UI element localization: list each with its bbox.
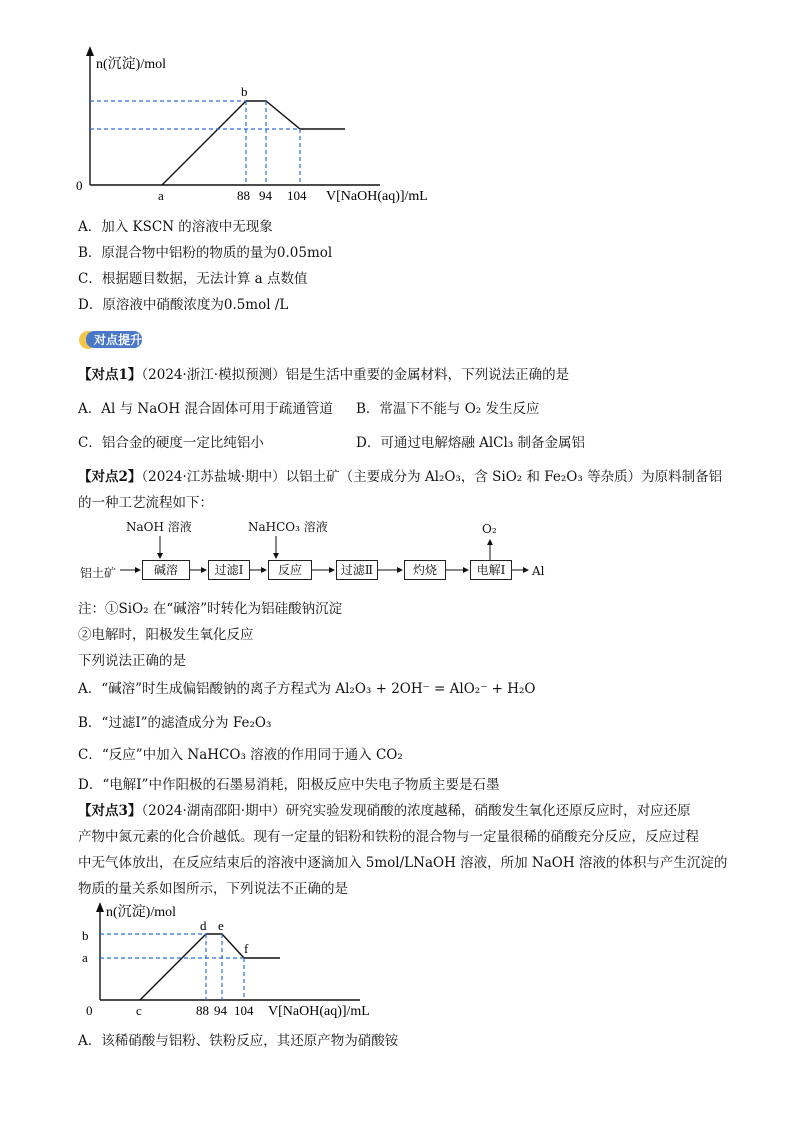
chart2-ylabel: n(沉淀)/mol [106,905,176,920]
p2-ask: 下列说法正确的是 [78,653,186,669]
chart2-ylabel-a: a [82,950,88,965]
p2-stem-line2: 的一种工艺流程如下： [78,495,213,511]
chart1-ylabel: n(沉淀)/mol [96,57,166,72]
flow-step: 过滤Ⅱ [336,560,378,580]
p3-stem-line4: 物质的量关系如图所示，下列说法不正确的是 [78,881,348,897]
chart1-tick: a [158,188,164,203]
p3-tag: 【对点3】 [78,803,142,819]
chart2-origin: 0 [86,1003,93,1018]
p3-stem-line2: 产物中氮元素的化合价越低。现有一定量的铝粉和铁粉的混合物与一定量很稀的硝酸充分反应，反应过程 [78,829,699,845]
option-b: B．原混合物中铝粉的物质的量为0.05mol [78,245,333,261]
precipitate-chart-2 [70,898,400,1022]
p3-stem-line1: （2024·湖南邵阳·期中）研究实验发现硝酸的浓度越稀，硝酸发生氧化还原反应时，对应还原 [141,803,691,819]
chart2-point-e: e [218,918,224,933]
p2-option-a: A．“碱溶”时生成偏铝酸钠的离子方程式为 Al₂O₃ + 2OH⁻ = AlO₂⁻ + H₂O [78,681,536,697]
p1-option-b: B．常温下不能与 O₂ 发生反应 [356,401,540,417]
flow-step: 电解Ⅰ [470,560,512,580]
p3-option-a: A．该稀硝酸与铝粉、铁粉反应，其还原产物为硝酸铵 [78,1033,399,1049]
flow-step: 反应 [268,560,312,580]
p1-tag: 【对点1】 [78,367,142,383]
chart1-origin: 0 [76,178,83,193]
precipitate-chart-1 [70,40,450,210]
chart2-tick: c [136,1003,142,1018]
chart2-tick: 94 [214,1003,227,1018]
option-d: D．原溶液中硝酸浓度为0.5mol /L [78,297,289,313]
p1-option-a: A．Al 与 NaOH 混合固体可用于疏通管道 [78,401,333,417]
p2-stem [78,468,722,486]
chart2-point-f: f [244,941,249,956]
chart2-tick: 104 [234,1003,254,1018]
p3-stem-line3: 中无气体放出，在反应结束后的溶液中逐滴加入 5mol/LNaOH 溶液，所加 NaOH 溶液的体积与产生沉淀的 [78,855,728,871]
p2-option-b: B．“过滤Ⅰ”的滤渣成分为 Fe₂O₃ [78,715,272,731]
p2-stem-line1: （2024·江苏盐城·期中）以铝土矿（主要成分为 Al₂O₃，含 SiO₂ 和 Fe₂O₃ 等杂质）为原料制备铝 [141,469,723,485]
chart1-tick: 88 [237,188,250,203]
chart1-peak-label: b [241,84,248,99]
p1-option-c: C．铝合金的硬度一定比纯铝小 [78,435,264,451]
chart1-xlabel: V[NaOH(aq)]/mL [326,189,428,204]
p2-note2: ②电解时，阳极发生氧化反应 [78,627,254,643]
chart2-xlabel: V[NaOH(aq)]/mL [268,1004,370,1019]
process-flow-diagram [78,518,558,590]
flow-step: 灼烧 [404,560,446,580]
flow-step: 碱溶 [142,560,190,580]
chart1-tick: 94 [259,188,272,203]
p1-stem [78,366,569,384]
chart2-tick: 88 [196,1003,209,1018]
flow-reagent-nahco3: NaHCO₃ 溶液 [248,520,328,534]
flow-product-o2: O₂ [482,522,497,536]
p1-stem-text: （2024·浙江·模拟预测）铝是生活中重要的金属材料，下列说法正确的是 [141,367,570,383]
p3-stem [78,802,691,820]
p2-option-c: C．“反应”中加入 NaHCO₃ 溶液的作用同于通入 CO₂ [78,747,403,763]
flow-start: 铝土矿 [80,566,117,580]
p2-option-d: D．“电解Ⅰ”中作阳极的石墨易消耗，阳极反应中失电子物质主要是石墨 [78,777,500,793]
p2-tag: 【对点2】 [78,469,142,485]
option-a: A．加入 KSCN 的溶液中无现象 [78,219,273,235]
flow-reagent-naoh: NaOH 溶液 [126,520,192,534]
chart1-tick: 104 [287,188,307,203]
p1-option-d: D．可通过电解熔融 AlCl₃ 制备金属铝 [356,435,586,451]
flow-step: 过滤Ⅰ [208,560,250,580]
option-c: C．根据题目数据，无法计算 a 点数值 [78,271,308,287]
practice-badge [78,328,150,352]
p2-note1: 注：①SiO₂ 在“碱溶”时转化为铝硅酸钠沉淀 [78,601,343,617]
chart2-ylabel-b: b [82,928,89,943]
badge-label: 对点提升 [94,333,143,347]
chart2-point-d: d [200,918,207,933]
flow-end: Al [532,564,545,578]
